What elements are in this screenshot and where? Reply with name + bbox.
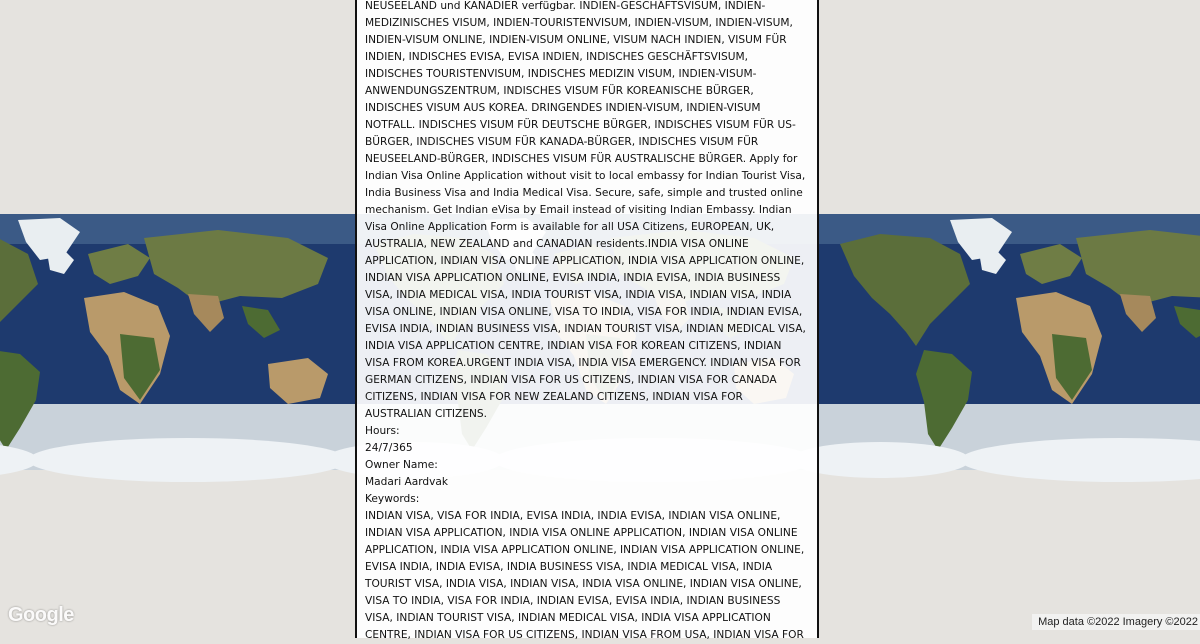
map-attribution: Map data ©2022 Imagery ©2022	[1032, 614, 1200, 630]
owner-label: Owner Name:	[365, 459, 438, 471]
keywords-label: Keywords:	[365, 493, 420, 505]
google-logo: Google	[8, 604, 74, 626]
hours-value: 24/7/365	[365, 442, 413, 454]
owner-value: Madari Aardvak	[365, 476, 449, 488]
hours-label: Hours:	[365, 425, 400, 437]
keywords-value: INDIAN VISA, VISA FOR INDIA, EVISA INDIA, INDIA EVISA, INDIAN VISA ONLINE, INDIAN VISA APPLICATION, INDIA VISA ONLINE APPLICATION, INDIAN VISA ONLINE APPLICATION, INDIA VISA APPLICATION ONLINE, INDIAN VISA APPLICATION ONLINE, EVISA INDIA, INDIA EVISA, INDIA BUSINESS VISA, INDIA MEDICAL VISA, INDIA TOURIST VISA, INDIA VISA, INDIAN VISA, INDIA VISA ONLINE, INDIAN VISA ONLINE, VISA TO INDIA, VISA FOR INDIA, INDIAN EVISA, EVISA INDIA, INDIAN BUSINESS VISA, INDIAN TOURIST VISA, INDIAN MEDICAL VISA, INDIA VISA APPLICATION CENTRE, INDIAN VISA FOR US CITIZENS, INDIAN VISA FROM USA, INDIAN VISA FOR	[365, 510, 805, 641]
info-window	[355, 0, 819, 641]
business-description: NEUSEELAND und KANADIER verfügbar. INDIEN-GESCHÄFTSVISUM, INDIEN-MEDIZINISCHES VISUM, INDIEN-TOURISTENVISUM, INDIEN-VISUM, INDIEN-VISUM, INDIEN-VISUM ONLINE, INDIEN-VISUM ONLINE, VISUM NACH INDIEN, VISUM FÜR INDIEN, INDISCHES EVISA, EVISA INDIEN, INDISCHES GESCHÄFTSVISUM, INDISCHES TOURISTENVISUM, INDISCHES MEDIZIN VISUM, INDIEN-VISUM-ANWENDUNGSZENTRUM, INDISCHES VISUM FÜR KOREANISCHE BÜRGER, INDISCHES VISUM AUS KOREA. DRINGENDES INDIEN-VISUM, INDIEN-VISUM NOTFALL. INDISCHES VISUM FÜR DEUTSCHE BÜRGER, INDISCHES VISUM FÜR US-BÜRGER, INDISCHES VISUM FÜR KANADA-BÜRGER, INDISCHES VISUM FÜR NEUSEELAND-BÜRGER, INDISCHES VISUM FÜR AUSTRALISCHE BÜRGER. Apply for Indian Visa Online Application without visit to local embassy for Indian Tourist Visa, India Business Visa and India Medical Visa. Secure, safe, simple and trusted online mechanism. Get Indian eVisa by Email instead of visiting Indian Embassy. Indian Visa Online Application Form is available for all USA Citizens, EUROPEAN, UK, AUSTRALIA, NEW ZEALAND and CANADIAN residents.INDIA VISA ONLINE APPLICATION, INDIAN VISA ONLINE APPLICATION, INDIA VISA APPLICATION ONLINE, INDIAN VISA APPLICATION ONLINE, EVISA INDIA, INDIA EVISA, INDIA BUSINESS VISA, INDIA MEDICAL VISA, INDIA TOURIST VISA, INDIA VISA, INDIAN VISA, INDIA VISA ONLINE, INDIAN VISA ONLINE, VISA TO INDIA, VISA FOR INDIA, INDIAN EVISA, EVISA INDIA, INDIAN BUSINESS VISA, INDIAN TOURIST VISA, INDIAN MEDICAL VISA, INDIA VISA APPLICATION CENTRE, INDIAN VISA FOR KOREAN CITIZENS, INDIAN VISA FROM KOREA.URGENT INDIA VISA, INDIA VISA EMERGENCY. INDIAN VISA FOR GERMAN CITIZENS, INDIAN VISA FOR US CITIZENS, INDIAN VISA FOR CANADA CITIZENS, INDIAN VISA FOR NEW ZEALAND CITIZENS, INDIAN VISA FOR AUSTRALIAN CITIZENS.	[365, 0, 806, 420]
